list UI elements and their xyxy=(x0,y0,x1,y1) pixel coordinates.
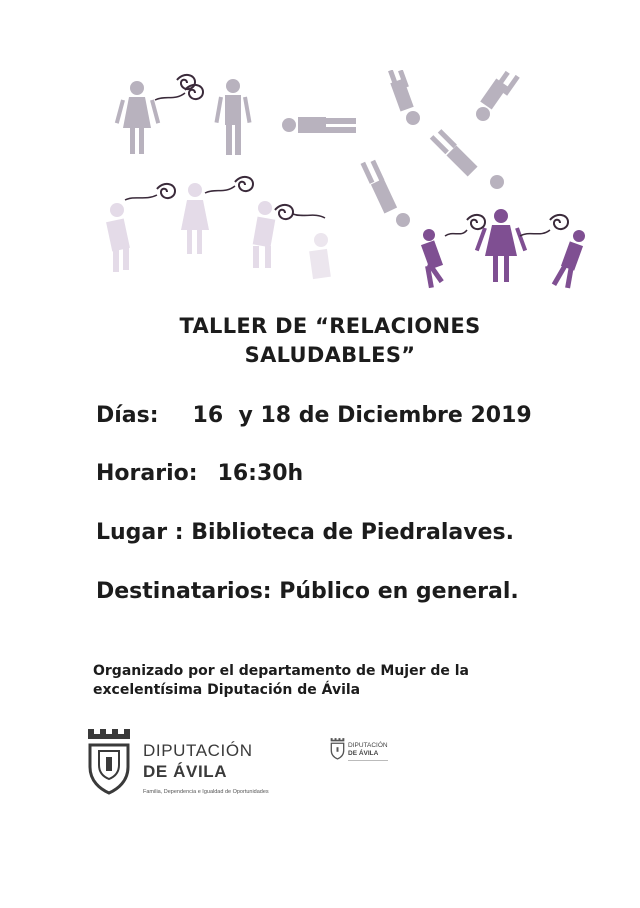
speech-spiral xyxy=(205,177,253,193)
person-figure xyxy=(430,129,504,189)
speech-spiral xyxy=(275,205,325,219)
logo-name-line: DIPUTACIÓN xyxy=(348,742,388,749)
schedule-value: 16:30h xyxy=(217,461,304,486)
speech-spiral xyxy=(125,184,175,200)
dates-line xyxy=(96,403,532,428)
page-title xyxy=(100,312,560,370)
speech-spiral xyxy=(520,215,568,236)
audience-line: Destinatarios: Público en general. xyxy=(96,579,519,604)
speech-spiral xyxy=(155,85,203,100)
title-line: TALLER DE “RELACIONES xyxy=(179,314,481,338)
organizer-line: Organizado por el departamento de Mujer de la xyxy=(93,663,469,679)
logo-name-line: DE ÁVILA xyxy=(143,762,228,781)
person-figure xyxy=(115,81,160,154)
person-figure xyxy=(388,70,420,125)
dates-value: 16 y 18 de Diciembre 2019 xyxy=(192,403,532,428)
dates-label: Días: xyxy=(96,403,159,428)
schedule-line xyxy=(96,461,303,486)
person-figure xyxy=(361,160,410,227)
person-figure xyxy=(309,233,331,279)
person-figure xyxy=(181,183,209,254)
speech-spiral xyxy=(445,215,485,236)
organizer-line: excelentísima Diputación de Ávila xyxy=(93,682,361,698)
diputacion-avila-seal-icon xyxy=(330,737,345,760)
diputacion-logo-small xyxy=(330,737,400,767)
person-figure xyxy=(282,117,356,133)
schedule-label: Horario: xyxy=(96,461,198,486)
person-figure xyxy=(475,209,527,282)
person-figure xyxy=(106,203,130,272)
person-figure xyxy=(421,229,444,288)
organizer-text xyxy=(93,662,469,700)
speech-spiral xyxy=(177,75,195,89)
diputacion-logo xyxy=(86,727,316,802)
person-figure xyxy=(552,230,585,288)
logo-name-line: DE ÁVILA xyxy=(348,750,379,757)
people-communication-illustration xyxy=(95,70,595,290)
logo-name-line: DIPUTACIÓN xyxy=(143,741,253,760)
person-figure xyxy=(215,79,252,155)
diputacion-avila-seal-icon xyxy=(86,727,132,795)
person-figure xyxy=(476,71,520,121)
title-line: SALUDABLES” xyxy=(244,343,416,367)
logo-subtitle-line xyxy=(348,760,388,761)
location-line: Lugar : Biblioteca de Piedralaves. xyxy=(96,520,514,545)
person-figure xyxy=(253,201,276,268)
logo-subtitle: Familia, Dependencia e Igualdad de Oportunidades xyxy=(143,789,269,795)
